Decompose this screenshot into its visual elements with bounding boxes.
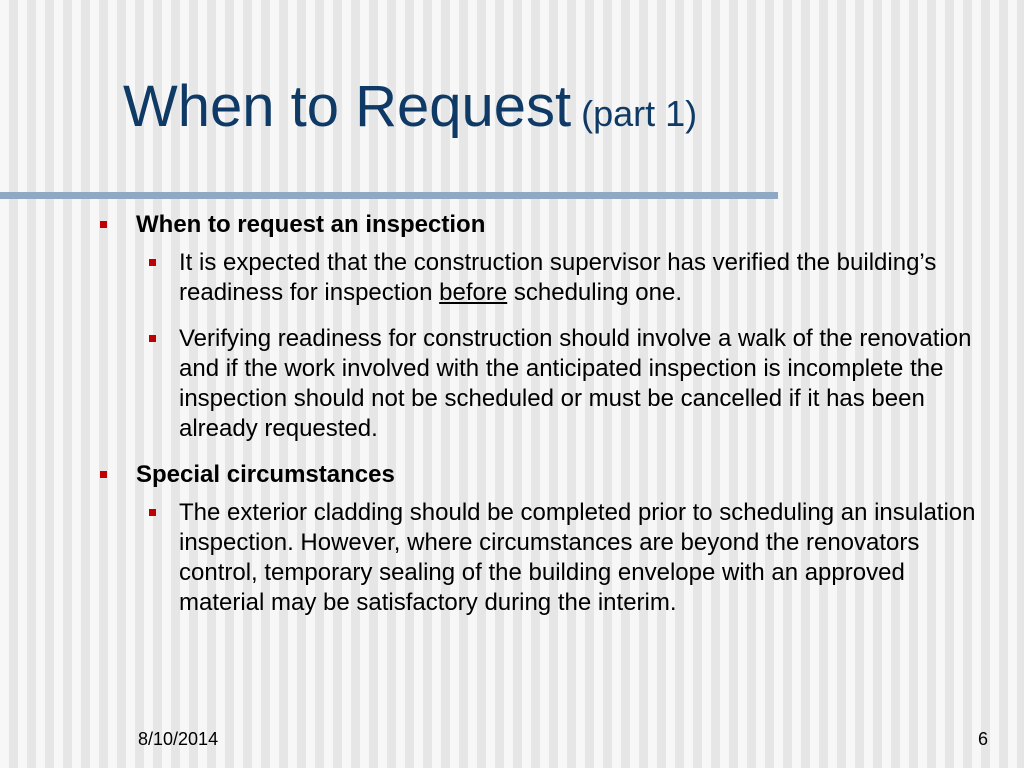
list-item bbox=[141, 248, 978, 308]
section-heading-inspection bbox=[98, 210, 978, 240]
list-item-text: The exterior cladding should be completed prior to scheduling an insulation inspection. However, where circumstances are beyond the renovators control, temporary sealing of the building envelope with an approved material may be satisfactory during the interim. bbox=[179, 499, 976, 616]
list-item-text-start: It is expected that the construction supervisor has verified the building’s readiness for inspection bbox=[179, 249, 937, 306]
title-divider bbox=[0, 192, 778, 199]
section-items-inspection bbox=[141, 248, 978, 444]
footer-date: 8/10/2014 bbox=[138, 729, 219, 749]
list-item bbox=[141, 324, 978, 444]
page-number: 6 bbox=[977, 729, 988, 749]
square-bullet-icon bbox=[149, 335, 156, 342]
square-bullet-icon bbox=[100, 221, 107, 228]
square-bullet-icon bbox=[149, 259, 156, 266]
square-bullet-icon bbox=[149, 509, 156, 516]
section-heading-special bbox=[98, 460, 978, 490]
slide-title-suffix: (part 1) bbox=[581, 93, 698, 134]
slide-content bbox=[98, 210, 978, 634]
list-item-text-end: scheduling one. bbox=[507, 279, 683, 306]
section-heading-text: When to request an inspection bbox=[136, 211, 486, 238]
section-items-special bbox=[141, 498, 978, 618]
slide-title-main: When to Request bbox=[123, 74, 572, 139]
slide-title bbox=[123, 74, 698, 139]
list-item-text: Verifying readiness for construction should involve a walk of the renovation and if the work involved with the anticipated inspection is incomplete the inspection should not be scheduled or must be cancelled if it has been already requested. bbox=[179, 325, 972, 442]
section-heading-text: Special circumstances bbox=[136, 461, 395, 488]
square-bullet-icon bbox=[100, 471, 107, 478]
list-item bbox=[141, 498, 978, 618]
emphasis-text: before bbox=[439, 279, 508, 306]
